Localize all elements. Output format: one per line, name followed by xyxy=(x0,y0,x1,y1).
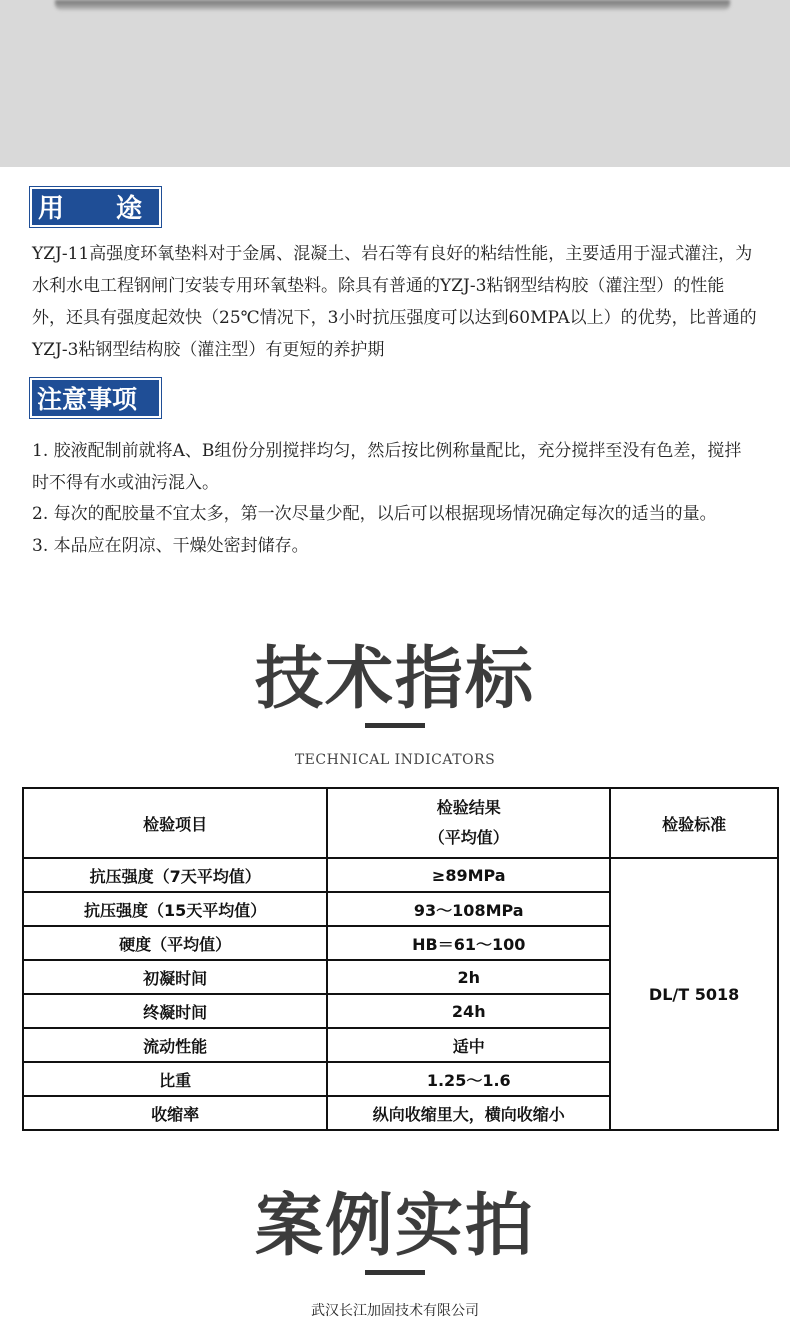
title-divider xyxy=(365,1270,425,1275)
note-item: 2. 每次的配胶量不宜太多，第一次尽量少配，以后可以根据现场情况确定每次的适当的量。 xyxy=(32,504,717,524)
cell-result: 24h xyxy=(327,994,610,1028)
cell-result: 纵向收缩里大，横向收缩小 xyxy=(327,1096,610,1130)
spec-table xyxy=(22,787,779,1131)
note-item: 3. 本品应在阴凉、干燥处密封储存。 xyxy=(32,535,309,556)
tech-indicators-title: 技术指标 xyxy=(254,639,535,719)
cell-item: 收缩率 xyxy=(23,1096,327,1130)
cell-result: 93～108MPa xyxy=(327,892,610,926)
header-result-line2: （平均值） xyxy=(428,828,509,847)
cell-item: 流动性能 xyxy=(23,1028,327,1062)
notes-list xyxy=(32,436,757,562)
top-image-banner xyxy=(0,0,790,167)
usage-section-tag: 用途 xyxy=(30,187,161,227)
cell-standard: DL/T 5018 xyxy=(610,858,778,1130)
company-name: 武汉长江加固技术有限公司 xyxy=(311,1303,479,1319)
notes-section-tag: 注意事项 xyxy=(30,378,161,418)
header-standard: 检验标准 xyxy=(610,788,778,858)
header-result xyxy=(327,788,610,858)
cell-item: 比重 xyxy=(23,1062,327,1096)
tech-indicators-subtitle: TECHNICAL INDICATORS xyxy=(294,752,496,768)
usage-paragraph: YZJ-11高强度环氧垫料对于金属、混凝土、岩石等有良好的粘结性能，主要适用于湿式灌注，为水利水电工程钢闸门安装专用环氧垫料。除具有普通的YZJ-3粘钢型结构胶（灌注型）的性能外，还具有强度起效快（25℃情况下，3小时抗压强度可以达到60MPA以上）的优势，比普通的YZJ-3粘钢型结构胶（灌注型）有更短的养护期 xyxy=(32,244,757,360)
cell-item: 初凝时间 xyxy=(23,960,327,994)
table-row xyxy=(23,858,778,892)
banner-shadow xyxy=(55,0,730,10)
cell-result: 适中 xyxy=(327,1028,610,1062)
cell-item: 硬度（平均值） xyxy=(23,926,327,960)
header-result-line1: 检验结果 xyxy=(436,798,501,817)
cell-item: 终凝时间 xyxy=(23,994,327,1028)
cell-result: 2h xyxy=(327,960,610,994)
header-item: 检验项目 xyxy=(23,788,327,858)
title-divider xyxy=(365,723,425,728)
cell-item: 抗压强度（7天平均值） xyxy=(23,858,327,892)
note-item: 1. 胶液配制前就将A、B组份分别搅拌均匀，然后按比例称量配比，充分搅拌至没有色差，搅拌时不得有水或油污混入。 xyxy=(32,441,742,493)
table-header-row xyxy=(23,788,778,858)
case-photos-title: 案例实拍 xyxy=(254,1186,535,1266)
cell-result: HB＝61～100 xyxy=(327,926,610,960)
cell-result: ≥89MPa xyxy=(327,858,610,892)
cell-item: 抗压强度（15天平均值） xyxy=(23,892,327,926)
cell-result: 1.25～1.6 xyxy=(327,1062,610,1096)
